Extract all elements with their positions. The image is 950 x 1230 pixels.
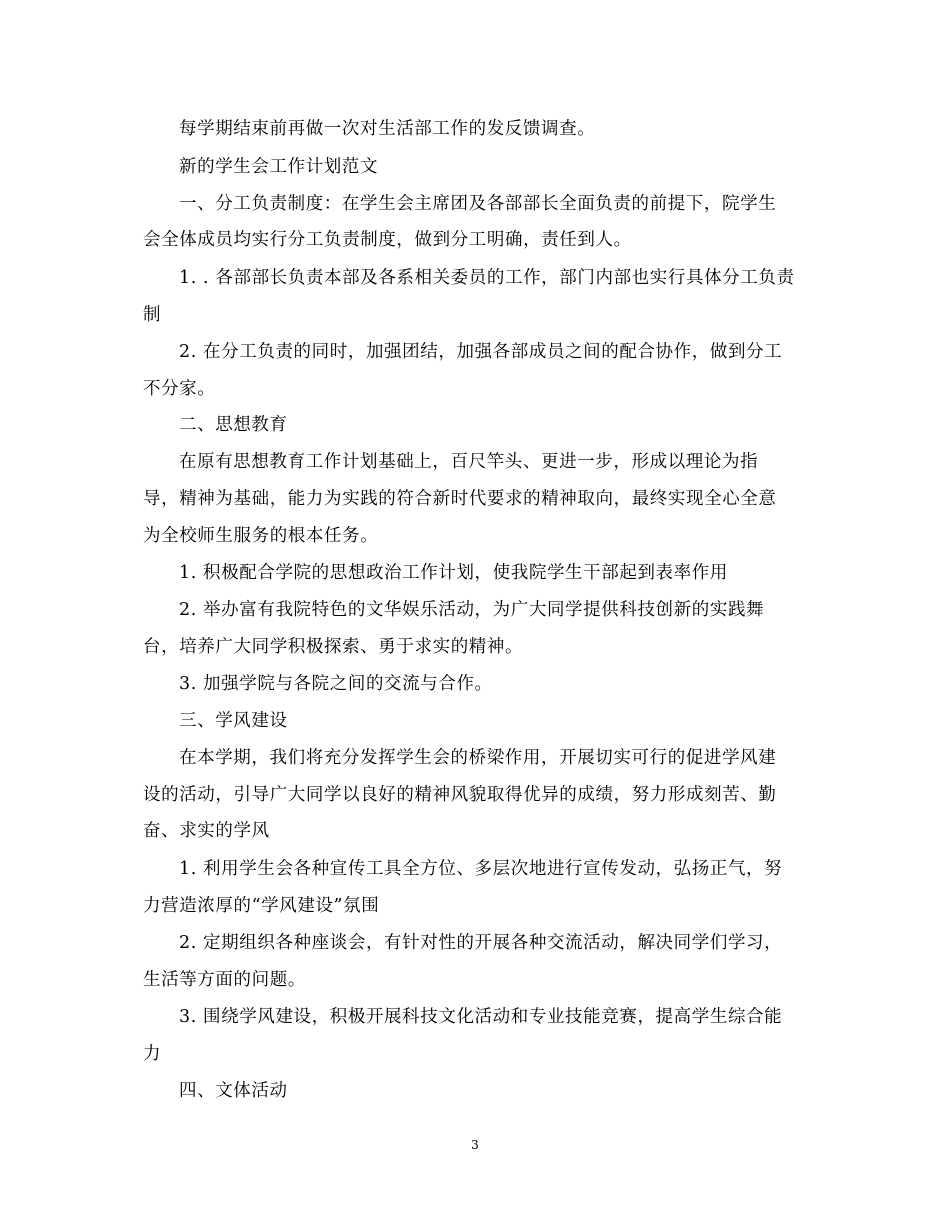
- page-number: 3: [471, 1138, 479, 1152]
- paragraph-line: 3. 加强学院与各院之间的交流与合作。: [179, 674, 493, 694]
- paragraph-line: 力: [143, 1044, 162, 1064]
- paragraph-line: 1. 积极配合学院的思想政治工作计划，使我院学生干部起到表率作用: [179, 563, 728, 583]
- paragraph-line: 生活等方面的问题。: [143, 970, 306, 990]
- paragraph-line: 设的活动，引导广大同学以良好的精神风貌取得优异的成绩，努力形成刻苦、勤: [143, 785, 777, 805]
- paragraph-line: 二、思想教育: [179, 415, 288, 435]
- paragraph-line: 三、学风建设: [179, 711, 288, 731]
- paragraph-line: 2. 定期组织各种座谈会，有针对性的开展各种交流活动，解决同学们学习，: [179, 933, 783, 953]
- paragraph-line: 为全校师生服务的根本任务。: [143, 526, 379, 546]
- paragraph-line: 每学期结束前再做一次对生活部工作的发反馈调查。: [179, 119, 596, 139]
- paragraph-line: 2. 举办富有我院特色的文华娱乐活动，为广大同学提供科技创新的实践舞: [179, 600, 765, 620]
- paragraph-line: 在原有思想教育工作计划基础上，百尺竿头、更进一步，形成以理论为指: [179, 452, 759, 472]
- paragraph-line: 3. 围绕学风建设，积极开展科技文化活动和专业技能竞赛，提高学生综合能: [179, 1007, 783, 1027]
- paragraph-line: 台，培养广大同学积极探索、勇于求实的精神。: [143, 637, 524, 657]
- paragraph-line: 1. 利用学生会各种宣传工具全方位、多层次地进行宣传发动，弘扬正气，努: [179, 859, 783, 879]
- paragraph-line: 导，精神为基础，能力为实践的符合新时代要求的精神取向，最终实现全心全意: [143, 489, 777, 509]
- paragraph-line: 一、分工负责制度：在学生会主席团及各部部长全面负责的前提下，院学生: [179, 194, 777, 214]
- paragraph-line: 四、文体活动: [179, 1081, 288, 1101]
- paragraph-line: 力营造浓厚的“学风建设”氛围: [143, 896, 380, 916]
- paragraph-line: 奋、求实的学风: [143, 821, 270, 841]
- paragraph-line: 2. 在分工负责的同时，加强团结，加强各部成员之间的配合协作，做到分工: [179, 342, 783, 362]
- paragraph-line: 新的学生会工作计划范文: [179, 157, 379, 177]
- paragraph-line: 1. . 各部部长负责本部及各系相关委员的工作，部门内部也实行具体分工负责: [179, 268, 795, 288]
- paragraph-line: 在本学期，我们将充分发挥学生会的桥梁作用，开展切实可行的促进学风建: [179, 748, 777, 768]
- paragraph-line: 不分家。: [143, 379, 216, 399]
- paragraph-line: 会全体成员均实行分工负责制度，做到分工明确，责任到人。: [143, 230, 632, 250]
- paragraph-line: 制: [143, 305, 162, 325]
